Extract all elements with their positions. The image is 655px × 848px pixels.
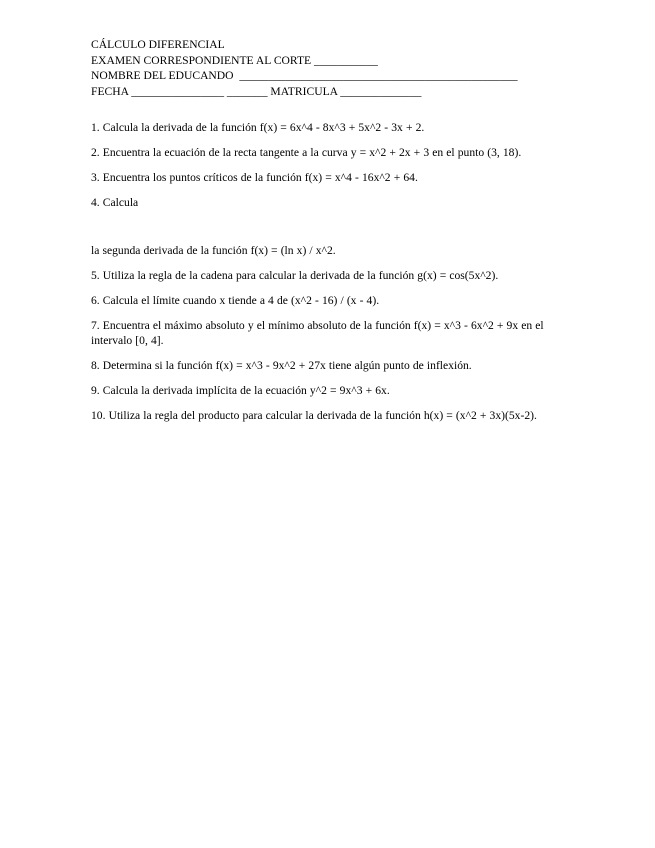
question-2: 2. Encuentra la ecuación de la recta tangente a la curva y = x^2 + 2x + 3 en el punto (3, 18).: [91, 146, 522, 159]
course-title: CÁLCULO DIFERENCIAL: [91, 38, 225, 51]
question-1: 1. Calcula la derivada de la función f(x) = 6x^4 - 8x^3 + 5x^2 - 3x + 2.: [91, 121, 425, 134]
question-10: 10. Utiliza la regla del producto para calcular la derivada de la función h(x) = (x^2 + 3x)(5x-2).: [91, 409, 537, 422]
student-name-line: NOMBRE DEL EDUCANDO ________________________________________________: [91, 69, 518, 82]
question-list: [91, 120, 569, 433]
question-3: 3. Encuentra los puntos críticos de la función f(x) = x^4 - 16x^2 + 64.: [91, 171, 418, 184]
exam-header: [91, 37, 571, 99]
date-id-line: FECHA ________________ _______ MATRICULA ______________: [91, 84, 422, 98]
question-7: 7. Encuentra el máximo absoluto y el mínimo absoluto de la función f(x) = x^3 - 6x^2 + 9x en el intervalo [0, 4].: [91, 318, 544, 347]
question-9: 9. Calcula la derivada implícita de la ecuación y^2 = 9x^3 + 6x.: [91, 384, 390, 397]
exam-period-line: EXAMEN CORRESPONDIENTE AL CORTE ___________: [91, 53, 378, 67]
question-8: 8. Determina si la función f(x) = x^3 - 9x^2 + 27x tiene algún punto de inflexión.: [91, 359, 472, 372]
question-4-start: 4. Calcula: [91, 196, 139, 209]
question-4-continuation: la segunda derivada de la función f(x) = (ln x) / x^2.: [91, 243, 336, 257]
question-5: 5. Utiliza la regla de la cadena para calcular la derivada de la función g(x) = cos(5x^2).: [91, 268, 499, 282]
question-6: 6. Calcula el límite cuando x tiende a 4 de (x^2 - 16) / (x - 4).: [91, 293, 380, 307]
